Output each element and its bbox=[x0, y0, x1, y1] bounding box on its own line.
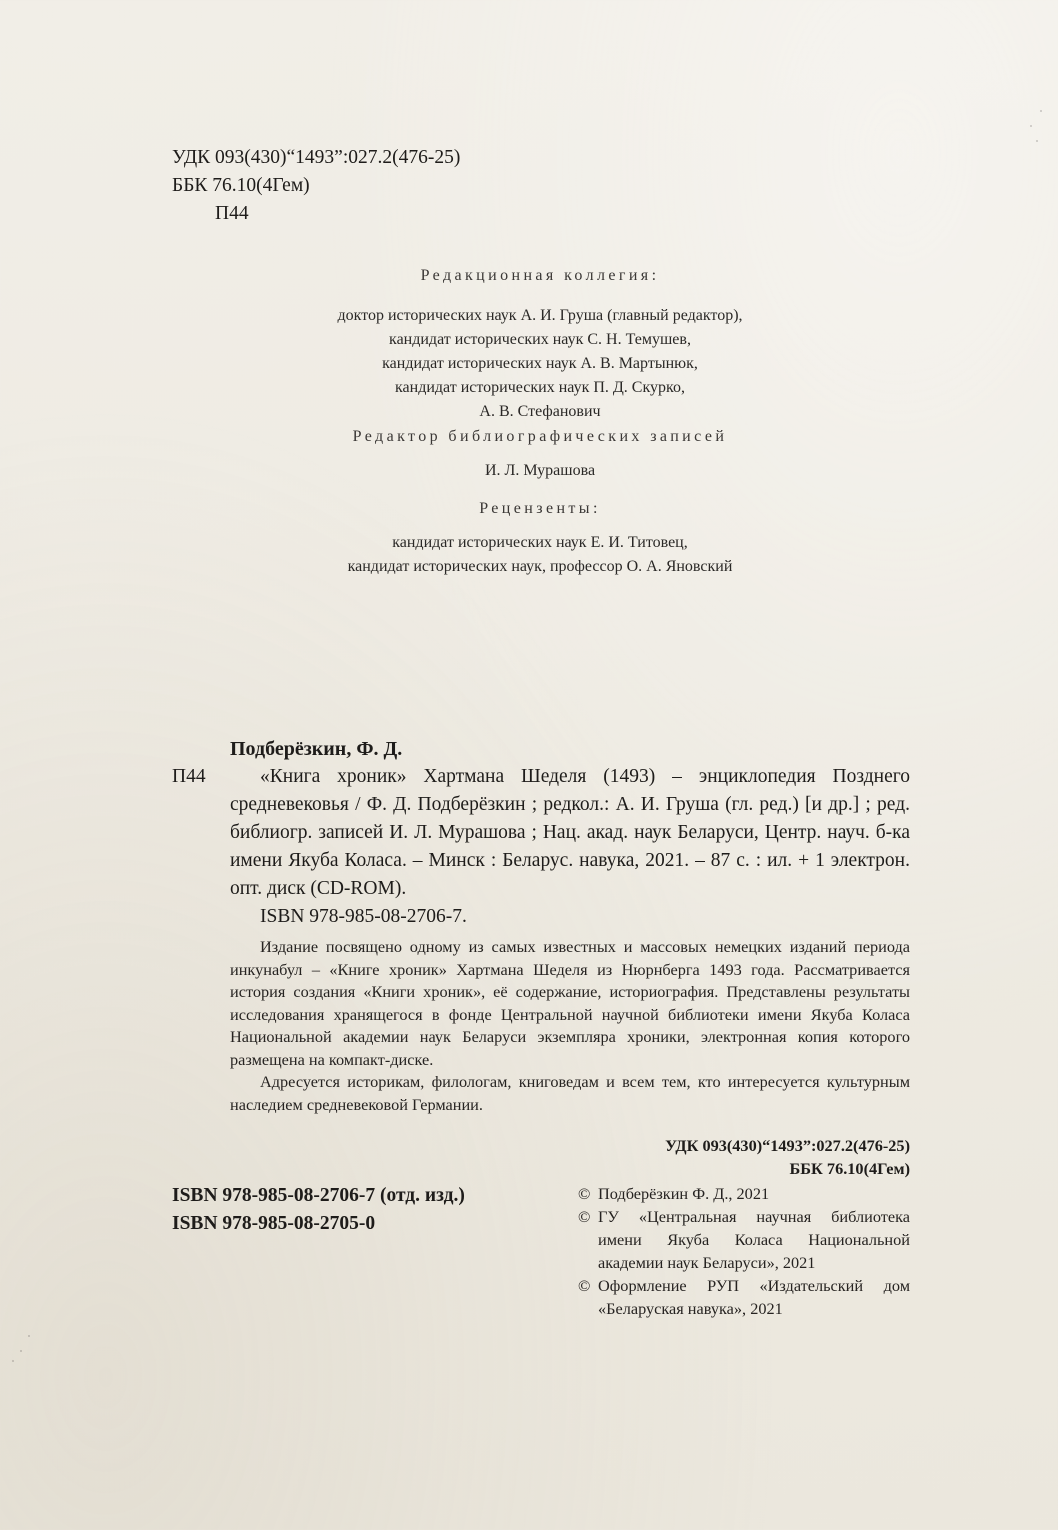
copyright-icon: © bbox=[578, 1276, 591, 1295]
paper-speck bbox=[1040, 110, 1042, 112]
catalog-isbn: ISBN 978-985-08-2706-7. bbox=[260, 906, 467, 927]
board-member: А. В. Стефанович bbox=[479, 403, 601, 420]
paper-speck bbox=[1030, 125, 1032, 127]
paper-speck bbox=[20, 1350, 22, 1352]
copyright-block bbox=[578, 1182, 910, 1320]
copyright-item bbox=[578, 1205, 910, 1274]
copyright-text: Оформление РУП «Издательский дом «Беларуская навука», 2021 bbox=[598, 1276, 910, 1318]
copyright-text: Подберёзкин Ф. Д., 2021 bbox=[598, 1184, 770, 1203]
bbk-code: ББК 76.10(4Гем) bbox=[172, 175, 310, 196]
author-sign: П44 bbox=[215, 203, 249, 224]
udk-code: УДК 093(430)“1493”:027.2(476-25) bbox=[172, 147, 461, 168]
copyright-icon: © bbox=[578, 1184, 591, 1203]
copyright-icon: © bbox=[578, 1207, 591, 1226]
catalog-author: Подберёзкин, Ф. Д. bbox=[230, 738, 403, 760]
bibliographic-editor-name: И. Л. Мурашова bbox=[484, 462, 596, 479]
paper-speck bbox=[12, 1360, 14, 1362]
board-member: кандидат исторических наук П. Д. Скурко, bbox=[395, 379, 685, 396]
copyright-item bbox=[578, 1182, 910, 1205]
annotation-paragraph: Издание посвящено одному из самых известных и массовых немецких изданий периода инкунабул – «Книге хроник» Хартмана Шеделя из Нюрнберга 1493 года. Рассматривается история создания «Книги хроник», её содержание, историография. Представлены результаты исследования хранящегося в фонде Центральной научной библиотеки имени Якуба Коласа Национальной академии наук Беларуси экземпляра хроники, электронная копия которого размещена на компакт-диске. bbox=[230, 937, 910, 1069]
reviewers-heading: Рецензенты: bbox=[479, 500, 601, 517]
board-member: кандидат исторических наук А. В. Мартынюк, bbox=[382, 355, 698, 372]
copyright-text: ГУ «Центральная научная библиотека имени Якуба Коласа Национальной академии наук Беларуси», 2021 bbox=[598, 1207, 910, 1272]
footer-bbk: ББК 76.10(4Гем) bbox=[789, 1159, 910, 1178]
reviewer: кандидат исторических наук, профессор О. А. Яновский bbox=[347, 558, 733, 575]
copyright-item bbox=[578, 1274, 910, 1320]
board-member: доктор исторических наук А. И. Груша (главный редактор), bbox=[337, 307, 743, 324]
paper-speck bbox=[28, 1335, 30, 1337]
paper-speck bbox=[1036, 140, 1038, 142]
bibliographic-editor-heading: Редактор библиографических записей bbox=[352, 428, 728, 445]
footer-udk: УДК 093(430)“1493”:027.2(476-25) bbox=[665, 1136, 910, 1155]
editorial-board-heading: Редакционная коллегия: bbox=[420, 267, 660, 284]
editorial-board bbox=[0, 264, 1058, 424]
catalog-description: «Книга хроник» Хартмана Шеделя (1493) – энциклопедия Позднего средневековья / Ф. Д. Подберёзкин ; редкол.: А. И. Груша (гл. ред.) [и др.] ; ред. библиогр. записей И. Л. Мурашова ; Нац. акад. наук Беларуси, Центр. науч. б-ка имени Якуба Коласа. – Минск : Беларус. навука, 2021. – 87 с. : ил. + 1 электрон. опт. диск (CD-ROM). bbox=[230, 766, 910, 899]
reviewers bbox=[0, 497, 1058, 579]
catalog-sign: П44 bbox=[172, 766, 206, 787]
bibliographic-editor bbox=[0, 425, 1058, 483]
board-member: кандидат исторических наук С. Н. Темушев, bbox=[389, 331, 691, 348]
isbn-separate: ISBN 978-985-08-2706-7 (отд. изд.) bbox=[172, 1185, 465, 1206]
isbn-series: ISBN 978-985-08-2705-0 bbox=[172, 1213, 376, 1234]
reviewer: кандидат исторических наук Е. И. Титовец, bbox=[392, 534, 688, 551]
annotation-paragraph: Адресуется историкам, филологам, книговедам и всем тем, кто интересуется культурным наследием средневековой Германии. bbox=[230, 1072, 910, 1114]
